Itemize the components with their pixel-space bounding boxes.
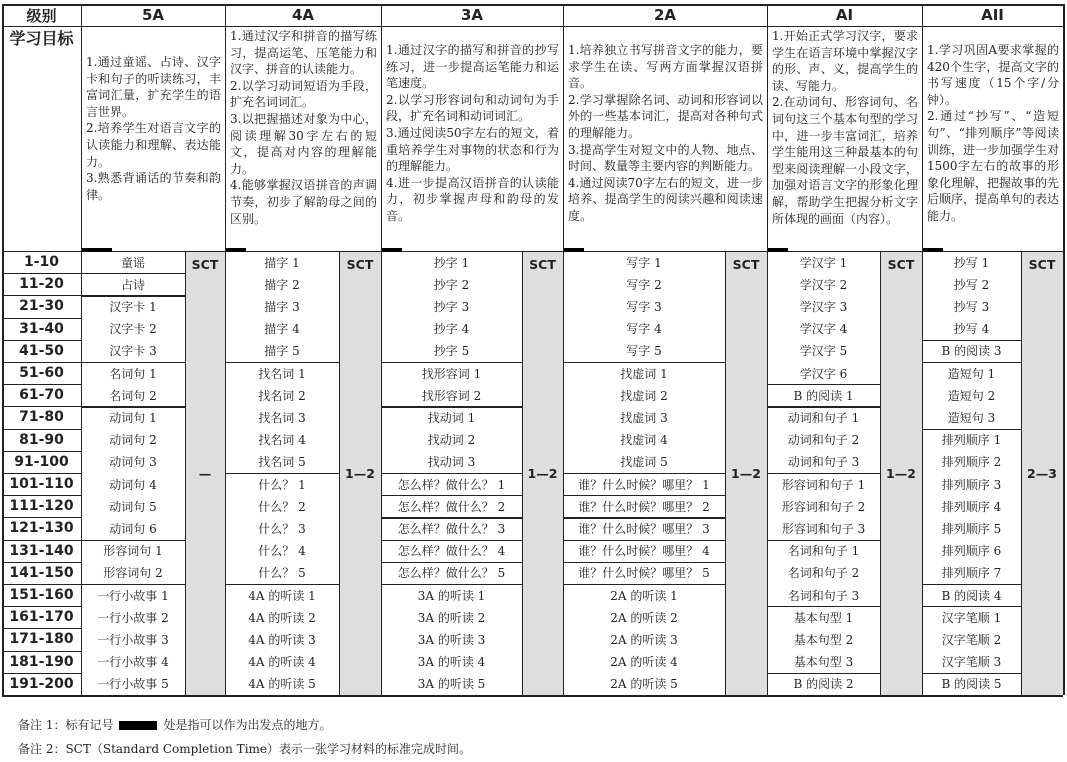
worksheet-item: 造短句 2 <box>947 388 996 403</box>
worksheet-item: 排列顺序 1 <box>941 433 1002 448</box>
sct-header: SCT <box>191 257 219 272</box>
worksheet-item: 一行小故事 1 <box>97 588 169 603</box>
group-divider <box>922 429 1021 430</box>
group-divider <box>381 406 522 407</box>
level-header: 级别 <box>26 6 57 25</box>
group-divider <box>563 562 725 563</box>
start-marker <box>564 248 584 252</box>
range-row-divider <box>2 318 81 319</box>
worksheet-item: 汉字笔顺 2 <box>941 632 1002 647</box>
sct-value: 1—2 <box>345 465 375 481</box>
worksheet-item: 基本句型 3 <box>793 655 854 670</box>
range-row-divider <box>2 628 81 629</box>
sct-divider <box>522 251 523 695</box>
worksheet-item: 抄字 5 <box>433 344 470 359</box>
goal-item: 2.培养学生对语言文字的认读能力和理解、表达能力。 <box>86 121 221 169</box>
group-divider <box>563 517 725 518</box>
group-divider <box>81 295 185 296</box>
goal-item: 1.培养独立书写拼音文字的能力，要求学生在读、写两方面掌握汉语拼音。 <box>568 43 763 91</box>
header-divider <box>2 26 1063 27</box>
level-header-2a: 2A <box>653 6 677 24</box>
worksheet-item: 找动词 1 <box>427 410 476 425</box>
group-divider <box>563 584 725 585</box>
group-divider <box>81 362 185 363</box>
group-divider <box>381 362 522 363</box>
sct-value: 1—2 <box>527 465 558 481</box>
goal-item: 3.熟悉背诵话的节奏和韵律。 <box>86 171 221 202</box>
range-label: 1-10 <box>23 254 60 271</box>
worksheet-item: 汉字笔顺 3 <box>941 655 1002 670</box>
worksheet-item: 占诗 <box>120 277 145 292</box>
range-label: 121-130 <box>9 520 74 537</box>
goal-item: 1.通过童谣、占诗、汉字卡和句子的听读练习，丰富词汇量，扩充学生的语言世界。 <box>86 55 221 119</box>
worksheet-item: 描字 2 <box>264 277 300 292</box>
group-divider <box>381 495 522 496</box>
sct-value: 1—2 <box>731 465 761 481</box>
goals-4a <box>225 26 381 251</box>
group-divider <box>767 540 880 541</box>
range-row-divider <box>2 673 81 674</box>
group-divider <box>563 473 725 474</box>
worksheet-item: B 的阅读 4 <box>941 588 1002 603</box>
group-divider <box>81 540 185 541</box>
worksheet-item: 找形容词 1 <box>421 366 482 381</box>
worksheet-item: 2A 的听读 3 <box>610 632 678 647</box>
worksheet-item: 名词句 2 <box>109 388 157 403</box>
range-label: 11-20 <box>19 276 64 293</box>
group-divider <box>922 362 1021 363</box>
worksheet-item: 汉字卡 2 <box>109 322 157 337</box>
worksheet-item: 抄字 3 <box>433 299 470 314</box>
worksheet-item: 名词和句子 2 <box>787 566 860 581</box>
note-1-text-before: 备注 1：标有记号 <box>18 718 114 732</box>
worksheet-item: 动词句 5 <box>109 499 157 514</box>
column-border <box>2 4 4 695</box>
worksheet-item: 动词句 2 <box>109 433 157 448</box>
goals-2a <box>563 26 767 251</box>
worksheet-item: 2A 的听读 2 <box>610 610 678 625</box>
range-label: 181-190 <box>9 653 74 670</box>
worksheet-item: 名词和句子 1 <box>787 544 860 559</box>
worksheet-item: 一行小故事 3 <box>97 632 169 647</box>
sct-header: SCT <box>1028 257 1056 272</box>
worksheet-item: 4A 的听读 2 <box>248 610 316 625</box>
range-label: 111-120 <box>9 498 74 515</box>
worksheet-item: 名词句 1 <box>109 366 157 381</box>
start-marker <box>923 248 943 252</box>
group-divider <box>81 584 185 585</box>
worksheet-item: 怎么样？做什么？ 1 <box>397 477 506 492</box>
note-2: 备注 2：SCT（Standard Completion Time）表示一张学习材料的标准完成时间。 <box>18 742 472 756</box>
column-border <box>767 4 768 695</box>
column-border <box>1063 4 1065 695</box>
worksheet-item: 什么？ 4 <box>258 544 306 559</box>
range-label: 191-200 <box>9 675 74 692</box>
goal-item: 4.进一步提高汉语拼音的认读能力，初步掌握声母和韵母的发音。 <box>386 175 559 223</box>
sct-value: — <box>198 465 212 481</box>
goals-ai <box>767 26 922 251</box>
worksheet-item: 基本句型 2 <box>793 632 854 647</box>
goal-item: 2.学习掌握除名词、动词和形容词以外的一些基本词汇，提高对各种句式的理解能力。 <box>568 92 763 140</box>
range-label: 131-140 <box>9 542 74 559</box>
worksheet-item: 找虚词 4 <box>620 433 668 448</box>
worksheet-item: 动词句 6 <box>109 521 157 536</box>
worksheet-item: 形容词和句子 1 <box>781 477 866 492</box>
worksheet-item: 描字 3 <box>264 299 300 314</box>
range-label: 101-110 <box>9 476 74 493</box>
start-marker <box>768 248 788 252</box>
worksheet-item: 动词和句子 2 <box>787 433 860 448</box>
goals-5a <box>81 26 225 251</box>
goal-item: 3.通过阅读50字左右的短文，着重培养学生对事物的状态和行为的理解能力。 <box>386 125 559 174</box>
worksheet-item: 写字 2 <box>626 277 662 292</box>
sct-divider <box>880 251 881 695</box>
column-border <box>381 4 382 695</box>
worksheet-item: 汉字卡 1 <box>109 299 157 314</box>
group-divider <box>767 406 880 407</box>
worksheet-item: 排列顺序 3 <box>941 477 1002 492</box>
goal-item: 3.提高学生对短文中的人物、地点、时间、数量等主要内容的判断能力。 <box>568 142 763 174</box>
level-header-5a: 5A <box>141 6 165 24</box>
worksheet-item: 找形容词 2 <box>421 388 482 403</box>
worksheet-item: 学汉字 2 <box>799 277 848 292</box>
worksheet-item: 学汉字 5 <box>799 344 848 359</box>
worksheet-item: 动词句 1 <box>109 410 157 425</box>
worksheet-item: 形容词和句子 3 <box>781 521 866 536</box>
column-border <box>563 4 564 695</box>
worksheet-item: 3A 的听读 4 <box>417 655 486 670</box>
range-row-divider <box>2 295 81 296</box>
worksheet-item: 排列顺序 7 <box>941 566 1002 581</box>
level-header-aii: AII <box>981 6 1004 24</box>
worksheet-item: 汉字笔顺 1 <box>941 610 1002 625</box>
worksheet-item: 学汉字 4 <box>799 322 848 337</box>
worksheet-item: 抄写 4 <box>953 322 990 337</box>
range-label: 41-50 <box>19 342 64 359</box>
worksheet-item: 3A 的听读 3 <box>417 632 486 647</box>
goal-item: 3.以把握描述对象为中心，阅读理解30字左右的短文，提高对内容的理解能力。 <box>230 111 377 176</box>
range-row-divider <box>2 540 81 541</box>
sct-value: 2—3 <box>1027 465 1057 481</box>
group-divider <box>381 540 522 541</box>
worksheet-item: 造短句 3 <box>947 410 996 425</box>
range-label: 81-90 <box>19 431 64 448</box>
worksheet-item: 抄字 4 <box>433 322 470 337</box>
range-row-divider <box>2 584 81 585</box>
worksheet-item: 4A 的听读 4 <box>248 655 316 670</box>
worksheet-item: 2A 的听读 1 <box>610 588 678 603</box>
range-label: 21-30 <box>19 298 64 315</box>
worksheet-item: 汉字卡 3 <box>109 344 157 359</box>
worksheet-item: 找名词 5 <box>258 455 306 470</box>
group-divider <box>767 473 880 474</box>
range-label: 61-70 <box>19 387 64 404</box>
worksheet-item: 3A 的听读 1 <box>417 588 486 603</box>
worksheet-item: B 的阅读 3 <box>941 344 1002 359</box>
level-header-4a: 4A <box>291 6 315 24</box>
worksheet-item: 抄字 2 <box>433 277 470 292</box>
worksheet-item: 描字 1 <box>264 255 300 270</box>
worksheet-item: 找虚词 1 <box>620 366 668 381</box>
worksheet-item: 写字 5 <box>626 344 662 359</box>
range-row-divider <box>2 384 81 385</box>
worksheet-item: 描字 5 <box>264 344 300 359</box>
group-divider <box>381 562 522 563</box>
goal-item: 4.通过阅读70字左右的短文，进一步培养、提高学生的阅读兴趣和阅读速度。 <box>568 175 763 223</box>
worksheet-item: 一行小故事 5 <box>97 677 169 692</box>
range-row-divider <box>2 362 81 363</box>
worksheet-item: 写字 3 <box>626 299 662 314</box>
range-label: 71-80 <box>19 409 64 426</box>
worksheet-item: 找虚词 3 <box>620 410 668 425</box>
worksheet-item: 名词和句子 3 <box>787 588 860 603</box>
range-label: 171-180 <box>9 631 74 648</box>
goal-item: 1.开始正式学习汉字，要求学生在语言环境中掌握汉字的形、声、义，提高学生的读、写能力。 <box>772 29 918 93</box>
group-divider <box>563 362 725 363</box>
range-label: 91-100 <box>14 453 69 470</box>
group-divider <box>767 384 880 385</box>
worksheet-item: 3A 的听读 5 <box>417 677 486 692</box>
worksheet-item: 写字 4 <box>626 322 662 337</box>
sct-divider <box>185 251 186 695</box>
range-label: 31-40 <box>19 320 64 337</box>
worksheet-item: 谁？什么时候？哪里？ 2 <box>578 499 710 514</box>
start-marker <box>82 248 112 252</box>
column-border <box>81 4 82 695</box>
worksheet-item: 造短句 1 <box>947 366 996 381</box>
note-1 <box>18 716 331 733</box>
note-1-text-after: 处是指可以作为出发点的地方。 <box>163 718 332 732</box>
worksheet-item: 写字 1 <box>626 255 662 270</box>
worksheet-item: 抄写 3 <box>953 299 990 314</box>
worksheet-item: 找虚词 5 <box>620 455 668 470</box>
range-row-divider <box>2 451 81 452</box>
group-divider <box>225 362 339 363</box>
worksheet-item: 找动词 3 <box>427 455 476 470</box>
goals-aii <box>922 26 1063 251</box>
range-row-divider <box>2 562 81 563</box>
group-divider <box>563 495 725 496</box>
range-row-divider <box>2 606 81 607</box>
goal-item: 2.通过“抄写”、“造短句”、“排列顺序”等阅读训练，进一步加强学生对1500字左右的故事的形象化理解，把握故事的先后顺序，提高单句的表达能力。 <box>927 109 1060 223</box>
group-divider <box>922 673 1021 674</box>
range-row-divider <box>2 340 81 341</box>
worksheet-item: 什么？ 2 <box>258 499 306 514</box>
level-header-ai: AI <box>835 6 854 24</box>
sct-divider <box>339 251 340 695</box>
worksheet-item: 4A 的听读 5 <box>248 677 316 692</box>
worksheet-item: 4A 的听读 1 <box>248 588 316 603</box>
worksheet-item: 谁？什么时候？哪里？ 3 <box>578 521 710 536</box>
range-row-divider <box>2 429 81 430</box>
sct-value: 1—2 <box>886 465 916 481</box>
worksheet-item: 2A 的听读 4 <box>610 655 678 670</box>
range-row-divider <box>2 473 81 474</box>
table-bottom-border <box>2 695 1063 697</box>
worksheet-item: 动词和句子 3 <box>787 455 860 470</box>
worksheet-item: 3A 的听读 2 <box>417 610 486 625</box>
goal-item: 1.通过汉字的描写和拼音的抄写练习，进一步提高运笔能力和运笔速度。 <box>386 43 559 91</box>
group-divider <box>922 584 1021 585</box>
worksheet-item: 找名词 1 <box>258 366 306 381</box>
worksheet-item: 什么？ 1 <box>258 477 306 492</box>
worksheet-item: 排列顺序 2 <box>941 455 1002 470</box>
worksheet-item: 谁？什么时候？哪里？ 1 <box>578 477 710 492</box>
worksheet-item: 一行小故事 4 <box>97 655 169 670</box>
worksheet-item: B 的阅读 5 <box>941 677 1002 692</box>
range-row-divider <box>2 495 81 496</box>
column-border <box>922 4 923 695</box>
worksheet-item: 抄字 1 <box>433 255 470 270</box>
worksheet-item: 抄写 2 <box>953 277 990 292</box>
worksheet-item: 描字 4 <box>264 322 300 337</box>
sct-header: SCT <box>732 257 760 272</box>
worksheet-item: 4A 的听读 3 <box>248 632 316 647</box>
worksheet-item: 动词句 3 <box>109 455 157 470</box>
worksheet-item: 形容词和句子 2 <box>781 499 866 514</box>
group-divider <box>225 473 339 474</box>
worksheet-item: 怎么样？做什么？ 3 <box>397 521 506 536</box>
worksheet-item: 排列顺序 5 <box>941 521 1002 536</box>
worksheet-item: B 的阅读 1 <box>793 388 854 403</box>
range-row-divider <box>2 517 81 518</box>
group-divider <box>767 606 880 607</box>
worksheet-item: 动词和句子 1 <box>787 410 860 425</box>
range-label: 151-160 <box>9 587 74 604</box>
start-marker <box>382 248 402 252</box>
worksheet-item: 什么？ 5 <box>258 566 306 581</box>
start-marker-sample <box>119 721 157 730</box>
level-header-3a: 3A <box>460 6 484 24</box>
table-top-border <box>2 4 1063 6</box>
worksheet-item: 学汉字 6 <box>799 366 848 381</box>
group-divider <box>81 406 185 407</box>
goals-3a <box>381 26 563 251</box>
group-divider <box>381 473 522 474</box>
sct-header: SCT <box>887 257 915 272</box>
group-divider <box>563 540 725 541</box>
worksheet-item: 形容词句 2 <box>103 566 163 581</box>
start-marker <box>226 248 246 252</box>
goals-divider <box>2 251 1063 252</box>
worksheet-item: 动词句 4 <box>109 477 157 492</box>
range-label: 161-170 <box>9 609 74 626</box>
group-divider <box>381 517 522 518</box>
group-divider <box>225 584 339 585</box>
worksheet-item: 什么？ 3 <box>258 521 306 536</box>
sct-divider <box>725 251 726 695</box>
worksheet-item: 童谣 <box>120 255 145 270</box>
range-row-divider <box>2 406 81 407</box>
worksheet-item: 一行小故事 2 <box>97 610 169 625</box>
group-divider <box>922 606 1021 607</box>
sct-header: SCT <box>529 257 556 272</box>
worksheet-item: 形容词句 1 <box>103 544 163 559</box>
range-row-divider <box>2 651 81 652</box>
sct-header: SCT <box>346 257 374 272</box>
worksheet-item: 找名词 2 <box>258 388 306 403</box>
worksheet-item: 学汉字 1 <box>799 255 848 270</box>
range-label: 51-60 <box>19 365 64 382</box>
group-divider <box>81 273 185 274</box>
worksheet-item: 排列顺序 4 <box>941 499 1002 514</box>
worksheet-item: 怎么样？做什么？ 4 <box>397 544 506 559</box>
goal-item: 1.通过汉字和拼音的描写练习，提高运笔、压笔能力和汉字、拼音的认读能力。 <box>230 29 377 77</box>
worksheet-item: 谁？什么时候？哪里？ 5 <box>578 566 710 581</box>
range-label: 141-150 <box>9 564 74 581</box>
worksheet-item: B 的阅读 2 <box>793 677 854 692</box>
goal-item: 1.学习巩固A要求掌握的420个生字，提高文字的书写速度（15个字/分钟）。 <box>927 43 1059 107</box>
group-divider <box>922 340 1021 341</box>
group-divider <box>381 584 522 585</box>
worksheet-item: 找名词 3 <box>258 410 306 425</box>
worksheet-item: 谁？什么时候？哪里？ 4 <box>578 544 710 559</box>
goal-item: 4.能够掌握汉语拼音的声调节奏，初步了解韵母之间的区别。 <box>230 178 377 226</box>
goal-item: 2.在动词句、形容词句、名词句这三个基本句型的学习中，进一步丰富词汇，培养学生能用这三种最基本的句型来阅读理解一小段文字，加强对语言文字的形象化理解，帮助学生把握分析文字所体现的画面（内容）。 <box>772 95 918 226</box>
group-divider <box>767 673 880 674</box>
worksheet-item: 怎么样？做什么？ 2 <box>397 499 506 514</box>
worksheet-item: 基本句型 1 <box>793 610 854 625</box>
worksheet-item: 找动词 2 <box>427 433 476 448</box>
goal-item: 2.以学习动词短语为手段，扩充名词词汇。 <box>230 78 377 110</box>
range-row-divider <box>2 273 81 274</box>
worksheet-item: 排列顺序 6 <box>941 544 1002 559</box>
worksheet-item: 找虚词 2 <box>620 388 668 403</box>
worksheet-item: 怎么样？做什么？ 5 <box>397 566 506 581</box>
worksheet-item: 学汉字 3 <box>799 299 848 314</box>
sct-divider <box>1021 251 1022 695</box>
worksheet-item: 2A 的听读 5 <box>610 677 678 692</box>
goals-row-label: 学习目标 <box>9 29 74 48</box>
goal-item: 2.以学习形容词句和动词句为手段，扩充名词和动词词汇。 <box>386 92 559 124</box>
worksheet-item: 找名词 4 <box>258 433 306 448</box>
column-border <box>225 4 226 695</box>
worksheet-item: 抄写 1 <box>953 255 990 270</box>
